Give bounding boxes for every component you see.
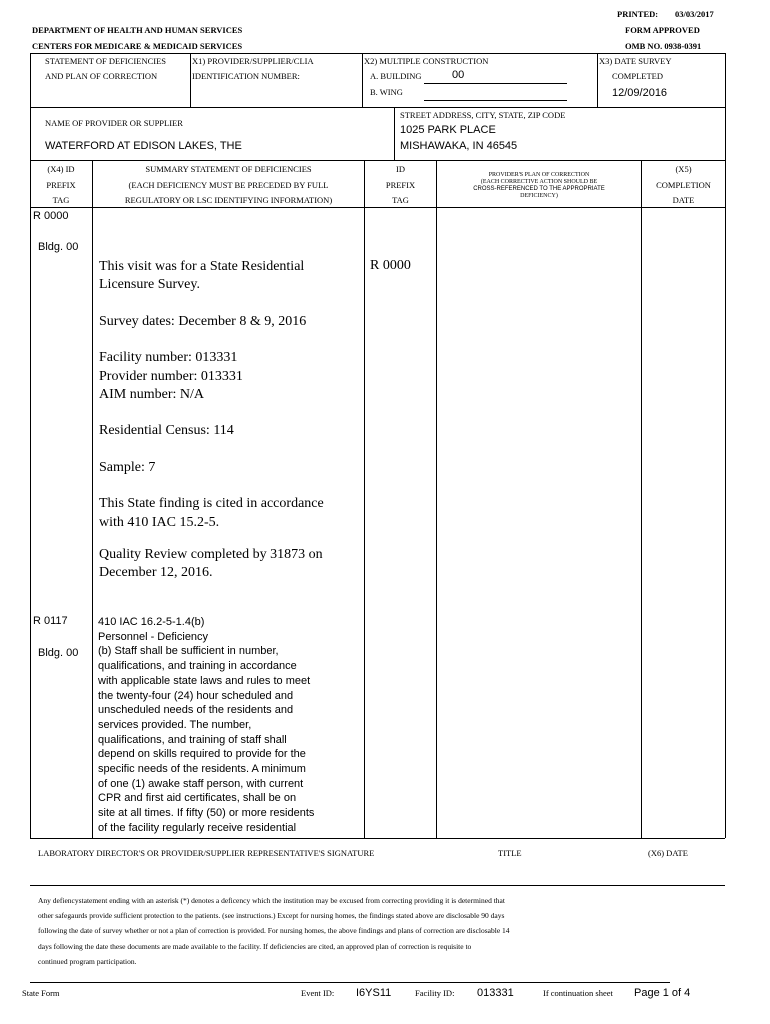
r0117-line: of the facility regularly receive residential [98,821,297,834]
column-divider-x4 [92,160,93,838]
summary-line: This State finding is cited in accordance [99,496,324,512]
r0117-line: CPR and first aid certificates, shall be on [98,792,297,805]
summary-line: December 12, 2016. [99,565,213,581]
r0117-line: unscheduled needs of the residents and [98,704,294,717]
x3-label-2: COMPLETED [612,71,663,81]
date-completed: 12/09/2016 [612,87,668,99]
columns-header-bottom-border [30,207,725,208]
r0117-line: depend on skills required to provide for the [98,748,306,761]
disclaimer-line: days following the date these documents are made available to the facility. If deficiencies are cited, an approved plan of correction is requisite to [38,941,472,951]
column-divider-summary [364,160,365,838]
x1-label-1: X1) PROVIDER/SUPPLIER/CLIA [192,56,314,66]
summary-line: Provider number: 013331 [99,368,243,384]
id-prefix-header: PREFIX [385,180,416,190]
disclaimer-line: other safegaurds provide sufficient protection to the patients. (see instructions.) Except for nursing homes, the findings stated above are disclosable 90 days [38,911,505,921]
footer-top-border [30,982,670,983]
building-label: A. BUILDING [370,71,422,81]
r0000-id-tag: R 0000 [370,258,411,273]
r0117-line: the twenty-four (24) hour scheduled and [98,689,294,702]
event-id-label: Event ID: [301,988,335,998]
plan-header-1: PROVIDER'S PLAN OF CORRECTION [488,172,590,178]
summary-line: AIM number: N/A [99,387,204,403]
department-title: DEPARTMENT OF HEALTH AND HUMAN SERVICES [32,25,243,35]
plan-header-2: (EACH CORRECTIVE ACTION SHOULD BE [480,179,598,185]
r0000-tag: R 0000 [33,210,69,222]
id-header: ID [396,164,405,174]
centers-title: CENTERS FOR MEDICARE & MEDICAID SERVICES [32,41,243,51]
provider-divider [394,107,395,160]
disclaimer-line: following the date of survey whether or not a plan of correction is provided. For nursing homes, the above findings and plans of correction are disclosable 14 [38,926,510,936]
disclaimer-line: Any defiencystatement ending with an asterisk (*) denotes a deficency which the institution may be excused from correcting providing it is determined that [38,896,505,905]
r0117-line: site at all times. If fifty (50) or more residents [98,807,315,820]
form-approved: FORM APPROVED [625,25,700,35]
x4-tag-header: TAG [52,195,70,205]
r0117-line: services provided. The number, [98,718,252,731]
state-form-label: State Form [22,988,60,998]
director-signature-label: LABORATORY DIRECTOR'S OR PROVIDER/SUPPLIER REPRESENTATIVE'S SIGNATURE [38,848,375,858]
printed-date: 03/03/2017 [675,9,714,19]
summary-line: Survey dates: December 8 & 9, 2016 [99,313,307,329]
r0117-text [98,615,314,836]
plan-header [437,172,641,200]
summary-header-1: SUMMARY STATEMENT OF DEFICIENCIES [145,164,312,174]
r0117-line: (b) Staff shall be sufficient in number, [98,645,279,658]
r0117-line: qualifications, and training in accordance [98,660,297,673]
x2-label: X2) MULTIPLE CONSTRUCTION [364,56,489,66]
address-label: STREET ADDRESS, CITY, STATE, ZIP CODE [400,110,566,120]
facility-id: 013331 [477,987,514,999]
disclaimer-text [38,893,510,969]
column-divider-plan [641,160,642,838]
body-bottom-border [30,838,725,839]
wing-label: B. WING [370,87,403,97]
x6-date-label: (X6) DATE [648,848,688,858]
summary-line: This visit was for a State Residential [99,259,305,274]
form-right-border [725,53,726,838]
summary-line: Residential Census: 114 [99,423,234,439]
r0117-line: Personnel - Deficiency [98,630,209,643]
provider-name-label: NAME OF PROVIDER OR SUPPLIER [45,118,183,128]
r0117-line: specific needs of the residents. A minimum [98,763,306,776]
city-state-zip: MISHAWAKA, IN 46545 [400,140,518,152]
r0117-tag: R 0117 [33,615,68,627]
form-top-border [30,53,725,54]
x5-date-header: DATE [672,195,695,205]
page-number: Page 1 of 4 [634,987,691,999]
building-underline [424,83,567,84]
summary-header-2: (EACH DEFICIENCY MUST BE PRECEDED BY FULL [128,180,329,190]
x5-header: (X5) [675,164,692,174]
r0117-line: with applicable state laws and rules to meet [98,674,311,687]
building-value: 00 [452,69,465,81]
column-divider-id [436,160,437,838]
box1-divider-3 [597,53,598,107]
r0117-building: Bldg. 00 [38,647,79,659]
summary-line: with 410 IAC 15.2-5. [99,514,220,530]
summary-line: Quality Review completed by 31873 on [99,547,323,563]
x4-prefix-header: PREFIX [46,180,76,190]
printed-label: PRINTED: [617,9,659,19]
x3-label-1: X3) DATE SURVEY [599,56,672,66]
provider-bottom-border [30,160,725,161]
title-label: TITLE [498,848,522,858]
x1-label-2: IDENTIFICATION NUMBER: [192,71,300,81]
box1-divider-1 [190,53,191,107]
summary-header-3: REGULATORY OR LSC IDENTIFYING INFORMATION) [124,195,333,205]
r0000-building: Bldg. 00 [38,241,79,253]
plan-header-4: DEFICIENCY) [520,193,558,199]
summary-line: Licensure Survey. [99,277,200,293]
summary-line: Sample: 7 [99,459,156,475]
r0117-line: qualifications, and training of staff shall [98,733,287,746]
provider-name: WATERFORD AT EDISON LAKES, THE [45,140,242,152]
signature-bottom-border [30,885,725,886]
r0117-line: of one (1) awake staff person, with current [98,777,304,790]
disclaimer-line: continued program participation. [38,956,137,966]
r0117-line: 410 IAC 16.2-5-1.4(b) [98,616,205,628]
continuation-label: If continuation sheet [543,988,613,998]
id-tag-header: TAG [392,195,409,205]
plan-header-3: CROSS-REFERENCED TO THE APPROPRIATE [473,186,605,192]
statement-label-2: AND PLAN OF CORRECTION [45,71,158,81]
street-address: 1025 PARK PLACE [400,124,496,136]
wing-underline [424,100,567,101]
omb-number: OMB NO. 0938-0391 [625,41,702,51]
event-id: I6YS11 [356,987,392,999]
box1-divider-2 [362,53,363,107]
summary-line: Facility number: 013331 [99,350,238,366]
x5-completion-header: COMPLETION [656,180,711,190]
x4-id-header: (X4) ID [47,164,75,174]
statement-label-1: STATEMENT OF DEFICIENCIES [45,56,167,66]
box1-bottom-border [30,107,725,108]
facility-id-label: Facility ID: [415,988,455,998]
r0000-summary [99,258,324,583]
